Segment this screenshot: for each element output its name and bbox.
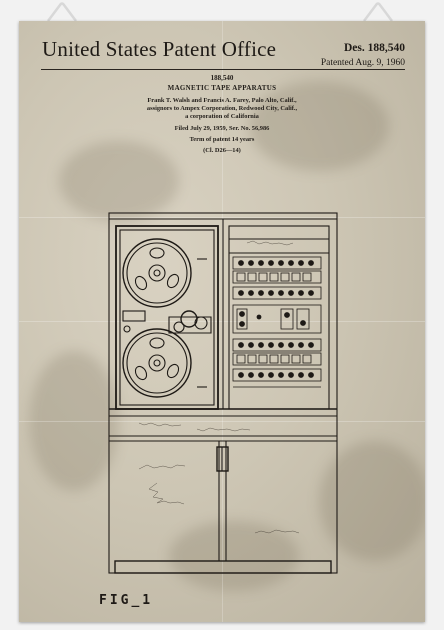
lower-doors	[217, 441, 228, 561]
tape-recorder-cabinet-drawing	[19, 21, 425, 622]
patented-date: Patented Aug. 9, 1960	[320, 58, 405, 68]
corporation-line: a corporation of California	[185, 113, 259, 121]
figure-label: FIG_1	[99, 593, 154, 608]
term-line: Term of patent 14 years	[189, 136, 255, 143]
design-number: Des. 188,540	[343, 42, 405, 54]
inventors-line: Frank T. Walsh and Francis A. Farey, Palo Alto, Calif.,	[147, 97, 297, 104]
hanger-clip-right-icon	[360, 0, 396, 22]
patent-title: MAGNETIC TAPE APPARATUS	[167, 84, 277, 92]
patent-poster	[19, 21, 425, 622]
assignee-line: assignors to Ampex Corporation, Redwood City, Calif.,	[146, 105, 298, 113]
filed-line: Filed July 29, 1959, Ser. No. 56,986	[174, 125, 270, 132]
office-title: United States Patent Office	[42, 37, 277, 61]
lower-reel-icon	[123, 329, 191, 397]
upper-reel-icon	[123, 239, 191, 307]
hanger-clip-left-icon	[44, 0, 80, 22]
classification-line: (Cl. D26—14)	[203, 147, 241, 154]
control-rows	[233, 257, 321, 387]
serial-number: 188,540	[210, 74, 234, 82]
